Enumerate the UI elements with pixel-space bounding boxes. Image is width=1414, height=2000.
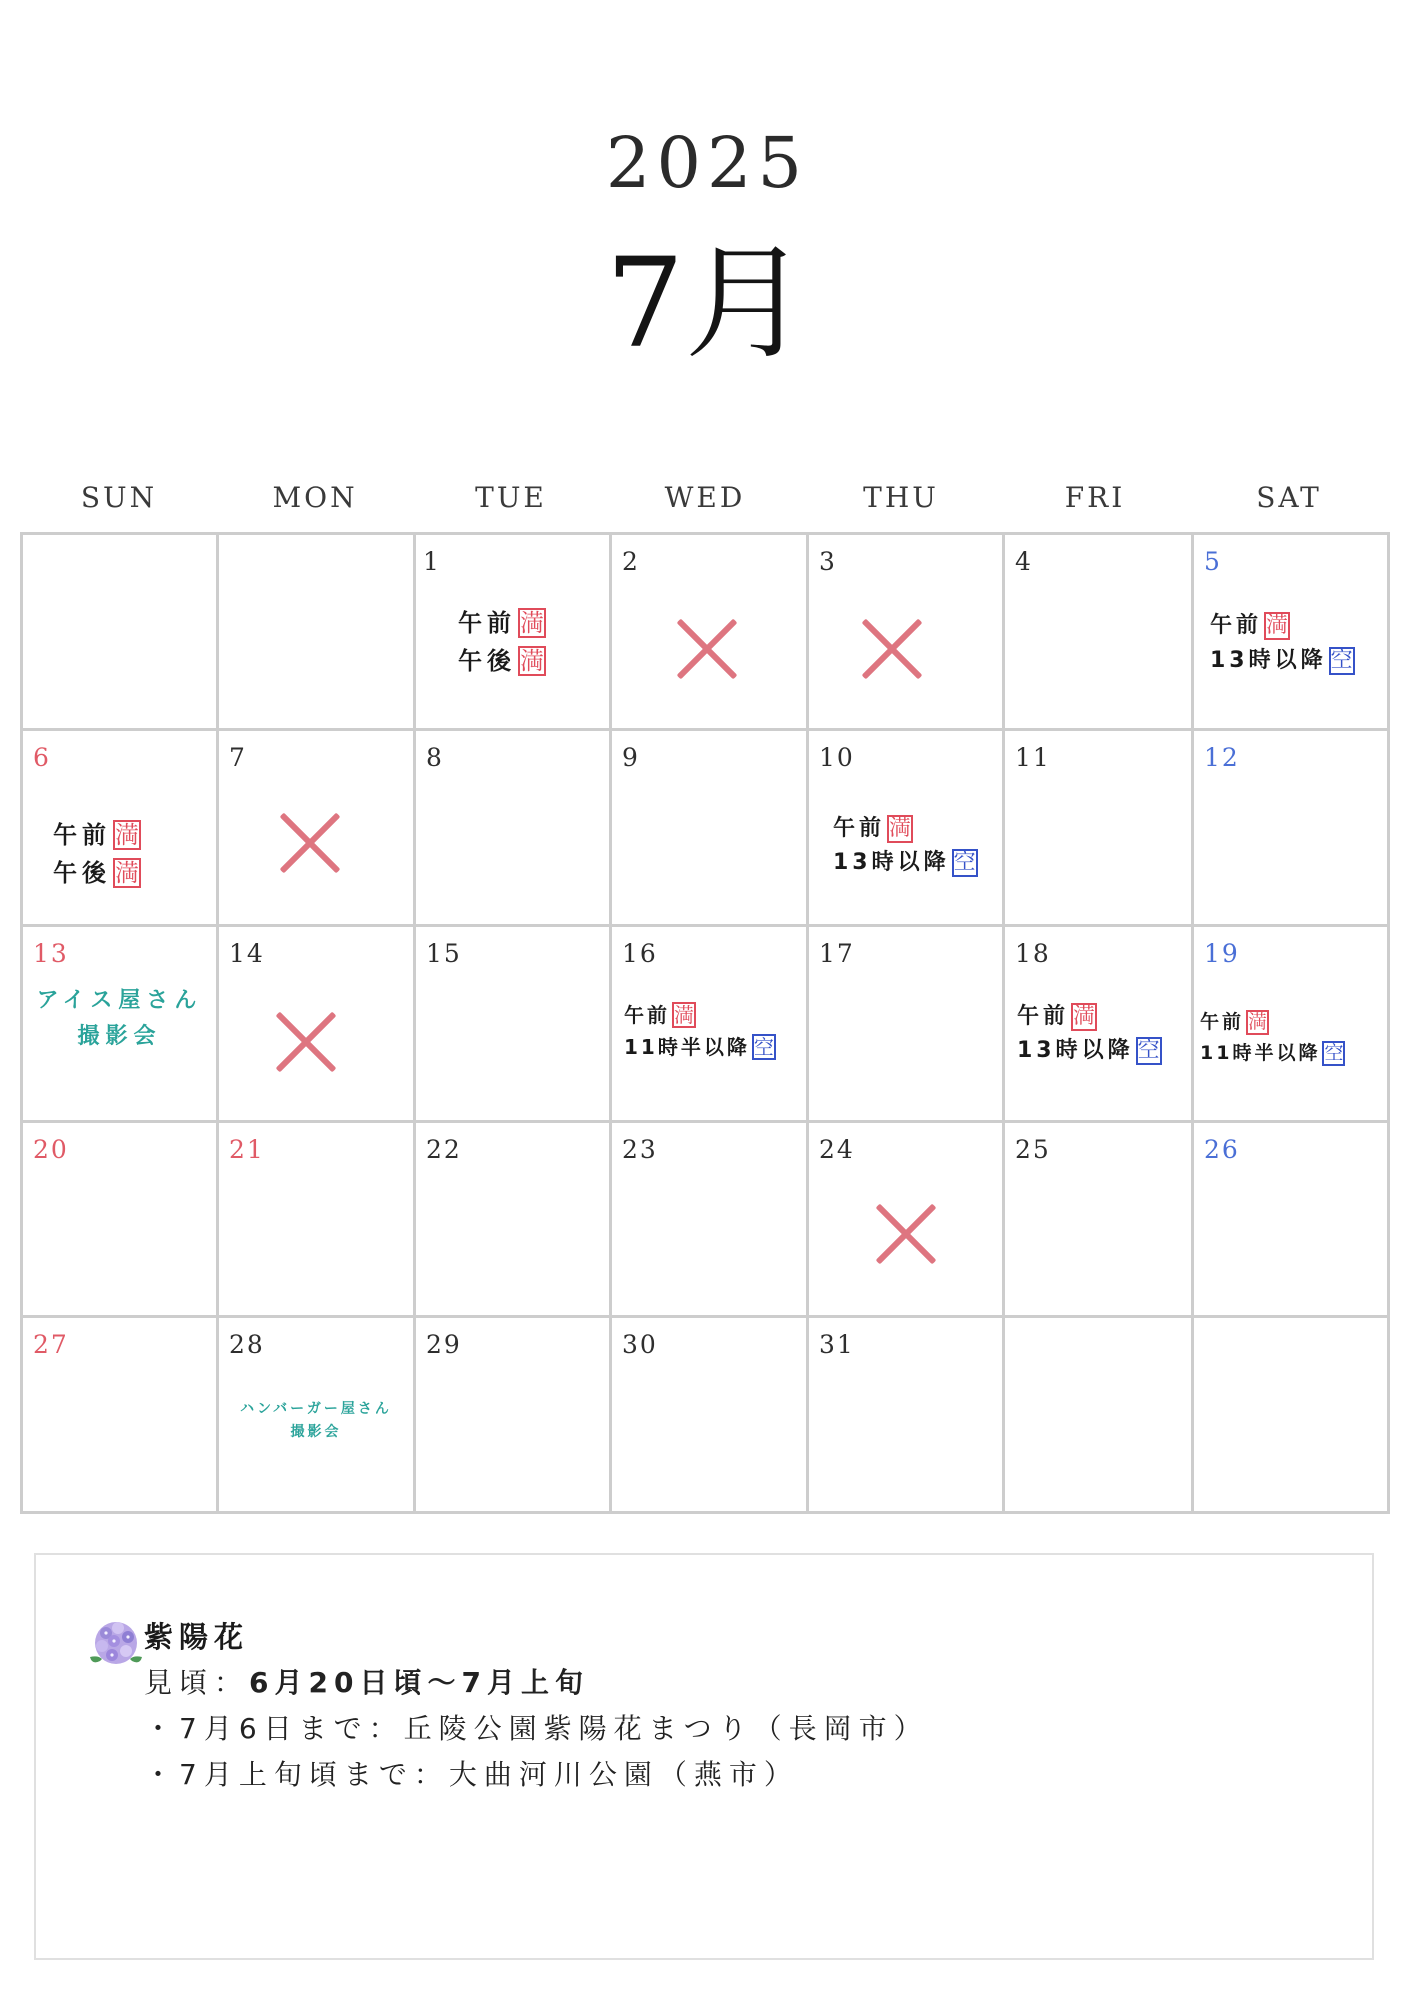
slot-label: 13時以降 — [1210, 648, 1327, 673]
day-cell-empty — [1194, 1318, 1387, 1511]
day-cell-17[interactable] — [809, 927, 1002, 1120]
day-number: 13 — [33, 939, 69, 968]
day-cell-empty — [23, 535, 216, 728]
slot-label: 11時半以降 — [1200, 1042, 1321, 1064]
peak-label: 見頃： — [144, 1666, 250, 1699]
weekday-mon: MON — [272, 481, 358, 514]
event-label: ハンバーガー屋さん — [240, 1401, 392, 1417]
full-badge: 満 — [1073, 1004, 1096, 1029]
weekday-header — [21, 481, 1389, 525]
slot-label: 午前 — [1200, 1011, 1245, 1033]
full-badge: 満 — [115, 859, 139, 887]
day-cell-23[interactable] — [612, 1123, 806, 1315]
full-badge: 満 — [520, 647, 544, 675]
event-ice-cream-shoot — [23, 983, 216, 1055]
calendar-grid — [20, 532, 1390, 1514]
note-line-1: ・7月6日まで：丘陵公園紫陽花まつり（長岡市） — [144, 1712, 929, 1745]
slot-am — [1017, 999, 1097, 1031]
full-badge: 満 — [889, 816, 912, 841]
day-number: 12 — [1204, 743, 1240, 772]
full-badge: 満 — [674, 1003, 694, 1027]
day-cell-2[interactable] — [612, 535, 806, 728]
slot-label: 11時半以降 — [624, 1035, 750, 1059]
day-cell-16[interactable] — [612, 927, 806, 1120]
slot-from13 — [833, 845, 978, 877]
slot-am — [1200, 1007, 1269, 1035]
note-line-2: ・7月上旬頃まで：大曲河川公園（燕市） — [144, 1758, 799, 1791]
vacant-badge: 空 — [753, 1035, 774, 1059]
day-cell-4[interactable] — [1005, 535, 1191, 728]
day-cell-14[interactable] — [219, 927, 413, 1120]
event-label: 撮影会 — [77, 1024, 162, 1049]
slot-am — [624, 999, 696, 1028]
day-cell-30[interactable] — [612, 1318, 806, 1511]
weekday-sat: SAT — [1256, 481, 1322, 514]
day-cell-12[interactable] — [1194, 731, 1387, 924]
slot-from13 — [1210, 643, 1355, 675]
day-number: 16 — [622, 939, 658, 968]
slot-label: 午後 — [53, 859, 111, 887]
day-number: 15 — [426, 939, 462, 968]
day-cell-5[interactable] — [1194, 535, 1387, 728]
day-cell-empty — [219, 535, 413, 728]
weekday-wed: WED — [664, 481, 746, 514]
slot-label: 13時以降 — [1017, 1038, 1134, 1063]
slot-from13 — [1017, 1033, 1162, 1065]
day-cell-26[interactable] — [1194, 1123, 1387, 1315]
full-badge: 満 — [115, 821, 139, 849]
slot-label: 午前 — [833, 816, 886, 841]
slot-label: 13時以降 — [833, 850, 950, 875]
slot-am — [458, 603, 546, 638]
slot-pm — [53, 853, 141, 888]
full-badge: 満 — [1248, 1011, 1268, 1033]
weekday-fri: FRI — [1064, 481, 1126, 514]
day-cell-13[interactable] — [23, 927, 216, 1120]
year-title: 2025 — [605, 122, 809, 204]
slot-label: 午前 — [458, 609, 516, 637]
day-number: 20 — [33, 1135, 69, 1164]
month-title: 7月 — [605, 232, 809, 376]
event-label: 撮影会 — [290, 1424, 342, 1440]
day-number: 31 — [819, 1330, 855, 1359]
day-cell-31[interactable] — [809, 1318, 1002, 1511]
day-number: 30 — [622, 1330, 658, 1359]
day-number: 18 — [1015, 939, 1051, 968]
closed-x-icon — [861, 618, 923, 680]
day-number: 19 — [1204, 939, 1240, 968]
day-cell-1[interactable] — [416, 535, 609, 728]
day-cell-19[interactable] — [1194, 927, 1387, 1120]
day-cell-3[interactable] — [809, 535, 1002, 728]
slot-label: 午前 — [1017, 1004, 1070, 1029]
full-badge: 満 — [520, 609, 544, 637]
day-number: 25 — [1015, 1135, 1051, 1164]
slot-am — [833, 811, 913, 843]
full-badge: 満 — [1266, 613, 1289, 638]
day-number: 6 — [33, 743, 51, 772]
closed-x-icon — [275, 1011, 337, 1073]
slot-am — [53, 815, 141, 850]
day-cell-empty — [1005, 1318, 1191, 1511]
day-number: 17 — [819, 939, 855, 968]
day-cell-15[interactable] — [416, 927, 609, 1120]
event-hamburger-shoot — [219, 1398, 413, 1444]
notes-panel — [34, 1553, 1374, 1960]
day-number: 9 — [622, 743, 640, 772]
day-number: 14 — [229, 939, 265, 968]
day-cell-29[interactable] — [416, 1318, 609, 1511]
vacant-badge: 空 — [1324, 1042, 1344, 1064]
day-number: 3 — [819, 547, 837, 576]
day-number: 2 — [622, 547, 640, 576]
slot-label: 午後 — [458, 647, 516, 675]
day-number: 5 — [1204, 547, 1222, 576]
day-cell-18[interactable] — [1005, 927, 1191, 1120]
weekday-sun: SUN — [80, 481, 158, 514]
day-number: 21 — [229, 1135, 265, 1164]
day-number: 28 — [229, 1330, 265, 1359]
day-cell-7[interactable] — [219, 731, 413, 924]
day-number: 11 — [1015, 743, 1051, 772]
peak-value: 6月20日頃～7月上旬 — [249, 1666, 589, 1699]
slot-from1130 — [1200, 1038, 1345, 1066]
closed-x-icon — [875, 1203, 937, 1265]
peak-season — [144, 1661, 589, 1701]
day-number: 29 — [426, 1330, 462, 1359]
day-number: 1 — [423, 547, 441, 576]
day-number: 24 — [819, 1135, 855, 1164]
slot-label: 午前 — [624, 1003, 670, 1027]
day-cell-20[interactable] — [23, 1123, 216, 1315]
day-cell-6[interactable] — [23, 731, 216, 924]
slot-pm — [458, 641, 546, 676]
day-number: 22 — [426, 1135, 462, 1164]
closed-x-icon — [279, 812, 341, 874]
day-cell-27[interactable] — [23, 1318, 216, 1511]
day-cell-21[interactable] — [219, 1123, 413, 1315]
day-cell-9[interactable] — [612, 731, 806, 924]
vacant-badge: 空 — [1137, 1038, 1160, 1063]
day-number: 4 — [1015, 547, 1033, 576]
day-number: 8 — [426, 743, 444, 772]
day-number: 26 — [1204, 1135, 1240, 1164]
day-number: 10 — [819, 743, 855, 772]
day-cell-8[interactable] — [416, 731, 609, 924]
weekday-tue: TUE — [475, 481, 547, 514]
slot-am — [1210, 608, 1290, 640]
day-number: 23 — [622, 1135, 658, 1164]
vacant-badge: 空 — [1330, 648, 1353, 673]
day-cell-11[interactable] — [1005, 731, 1191, 924]
day-number: 7 — [229, 743, 247, 772]
day-cell-28[interactable] — [219, 1318, 413, 1511]
day-cell-10[interactable] — [809, 731, 1002, 924]
slot-label: 午前 — [1210, 613, 1263, 638]
hydrangea-icon — [86, 1613, 146, 1673]
slot-label: 午前 — [53, 821, 111, 849]
notes-title: 紫陽花 — [144, 1620, 250, 1654]
day-cell-24[interactable] — [809, 1123, 1002, 1315]
day-cell-22[interactable] — [416, 1123, 609, 1315]
weekday-thu: THU — [863, 481, 939, 514]
vacant-badge: 空 — [953, 850, 976, 875]
closed-x-icon — [676, 618, 738, 680]
slot-from1130 — [624, 1031, 776, 1060]
event-label: アイス屋さん — [36, 988, 203, 1013]
day-cell-25[interactable] — [1005, 1123, 1191, 1315]
day-number: 27 — [33, 1330, 69, 1359]
